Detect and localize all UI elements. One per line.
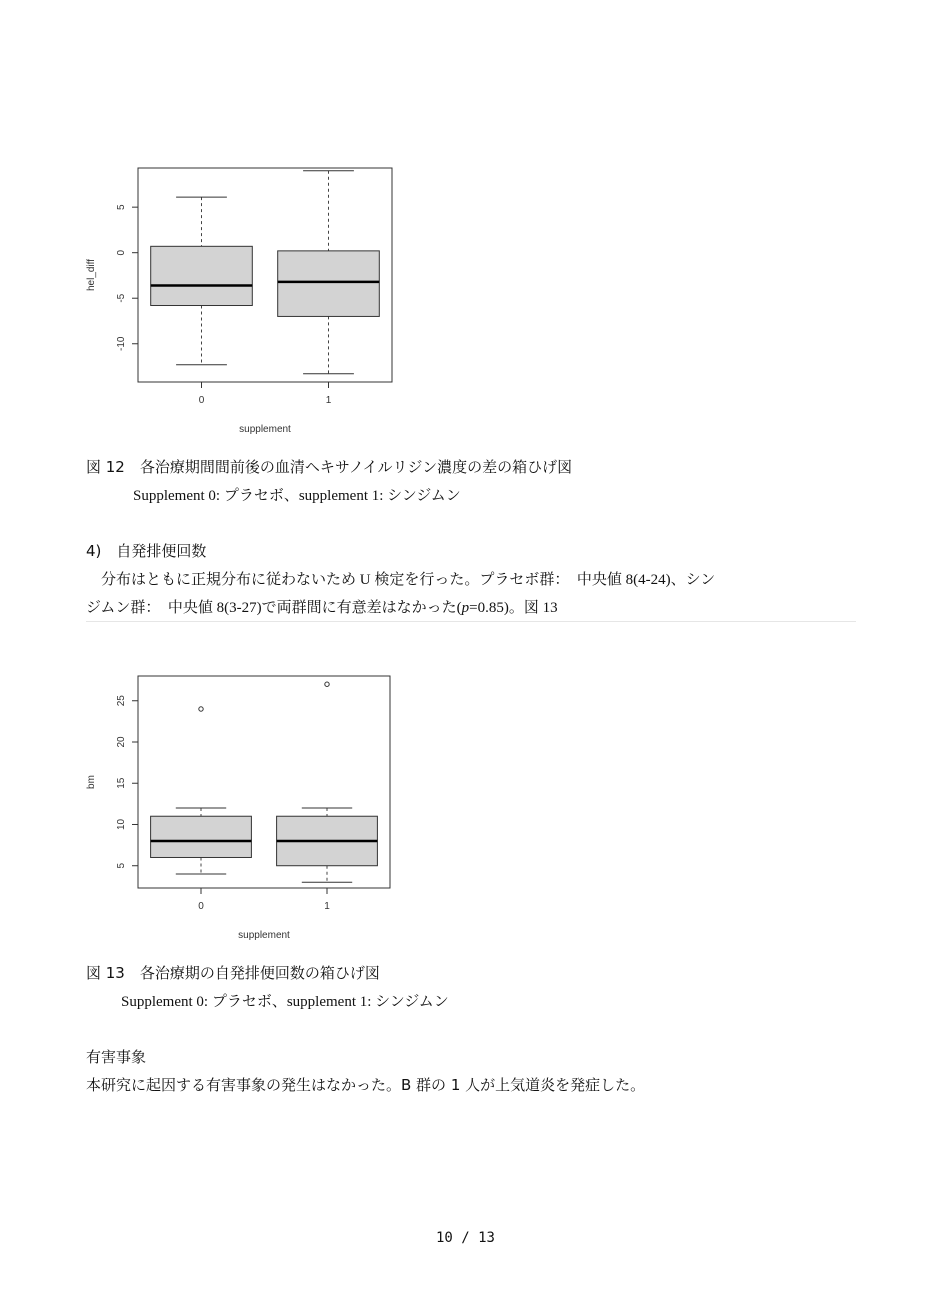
boxplot-hel-diff-svg [80,160,410,440]
y-tick-label: 10 [116,818,127,831]
figure-12-caption: 図 12 各治療期間間前後の血清ヘキサノイルリジン濃度の差の箱ひげ図 [86,458,573,476]
x-axis-label: supplement [238,930,290,941]
box-iqr [151,816,252,857]
y-axis-label: bm [86,775,97,789]
y-tick-label: 25 [116,695,127,707]
figure-12-subcaption: Supplement 0: プラセボ、supplement 1: シンジムン [133,488,461,504]
boxplot-bm-svg [80,668,410,948]
y-axis-label: hel_diff [86,258,97,292]
figure-12-boxplot [80,160,410,440]
section-4-paragraph-line1: 分布はともに正規分布に従わないため U 検定を行った。プラセボ群： 中央値 8(4-24)、シン [86,572,716,588]
outlier-point [325,682,329,686]
figure-13-boxplot [80,668,410,948]
y-tick-label: 5 [116,204,127,210]
y-tick-label: 0 [116,249,127,256]
section-4-heading: 4) 自発排便回数 [86,542,207,560]
box-iqr [278,251,380,317]
line2-part-a: ジムン群： 中央値 8(3-27)で両群間に有意差はなかった( [86,600,462,616]
y-tick-label: -10 [116,336,127,351]
y-tick-label: 5 [116,862,127,869]
x-tick-label: 1 [324,901,330,912]
figure-13-caption: 図 13 各治療期の自発排便回数の箱ひげ図 [86,964,380,982]
section-4-paragraph-line2 [86,596,558,617]
outlier-point [199,707,203,711]
p-symbol: p [461,600,470,616]
x-tick-label: 0 [198,395,205,406]
box-iqr [151,246,253,305]
adverse-events-heading: 有害事象 [86,1048,147,1066]
y-tick-label: 20 [116,736,127,748]
adverse-events-text: 本研究に起因する有害事象の発生はなかった。B 群の 1 人が上気道炎を発症した。 [86,1076,646,1094]
line2-part-b: =0.85)。図 13 [469,600,558,616]
x-tick-label: 0 [198,901,204,912]
page-number: 10 / 13 [435,1230,495,1246]
paragraph-divider [86,621,856,622]
y-tick-label: 15 [116,777,127,789]
x-tick-label: 1 [325,395,332,406]
figure-13-subcaption: Supplement 0: プラセボ、supplement 1: シンジムン [121,994,449,1010]
x-axis-label: supplement [239,424,291,435]
y-tick-label: -5 [116,293,127,303]
